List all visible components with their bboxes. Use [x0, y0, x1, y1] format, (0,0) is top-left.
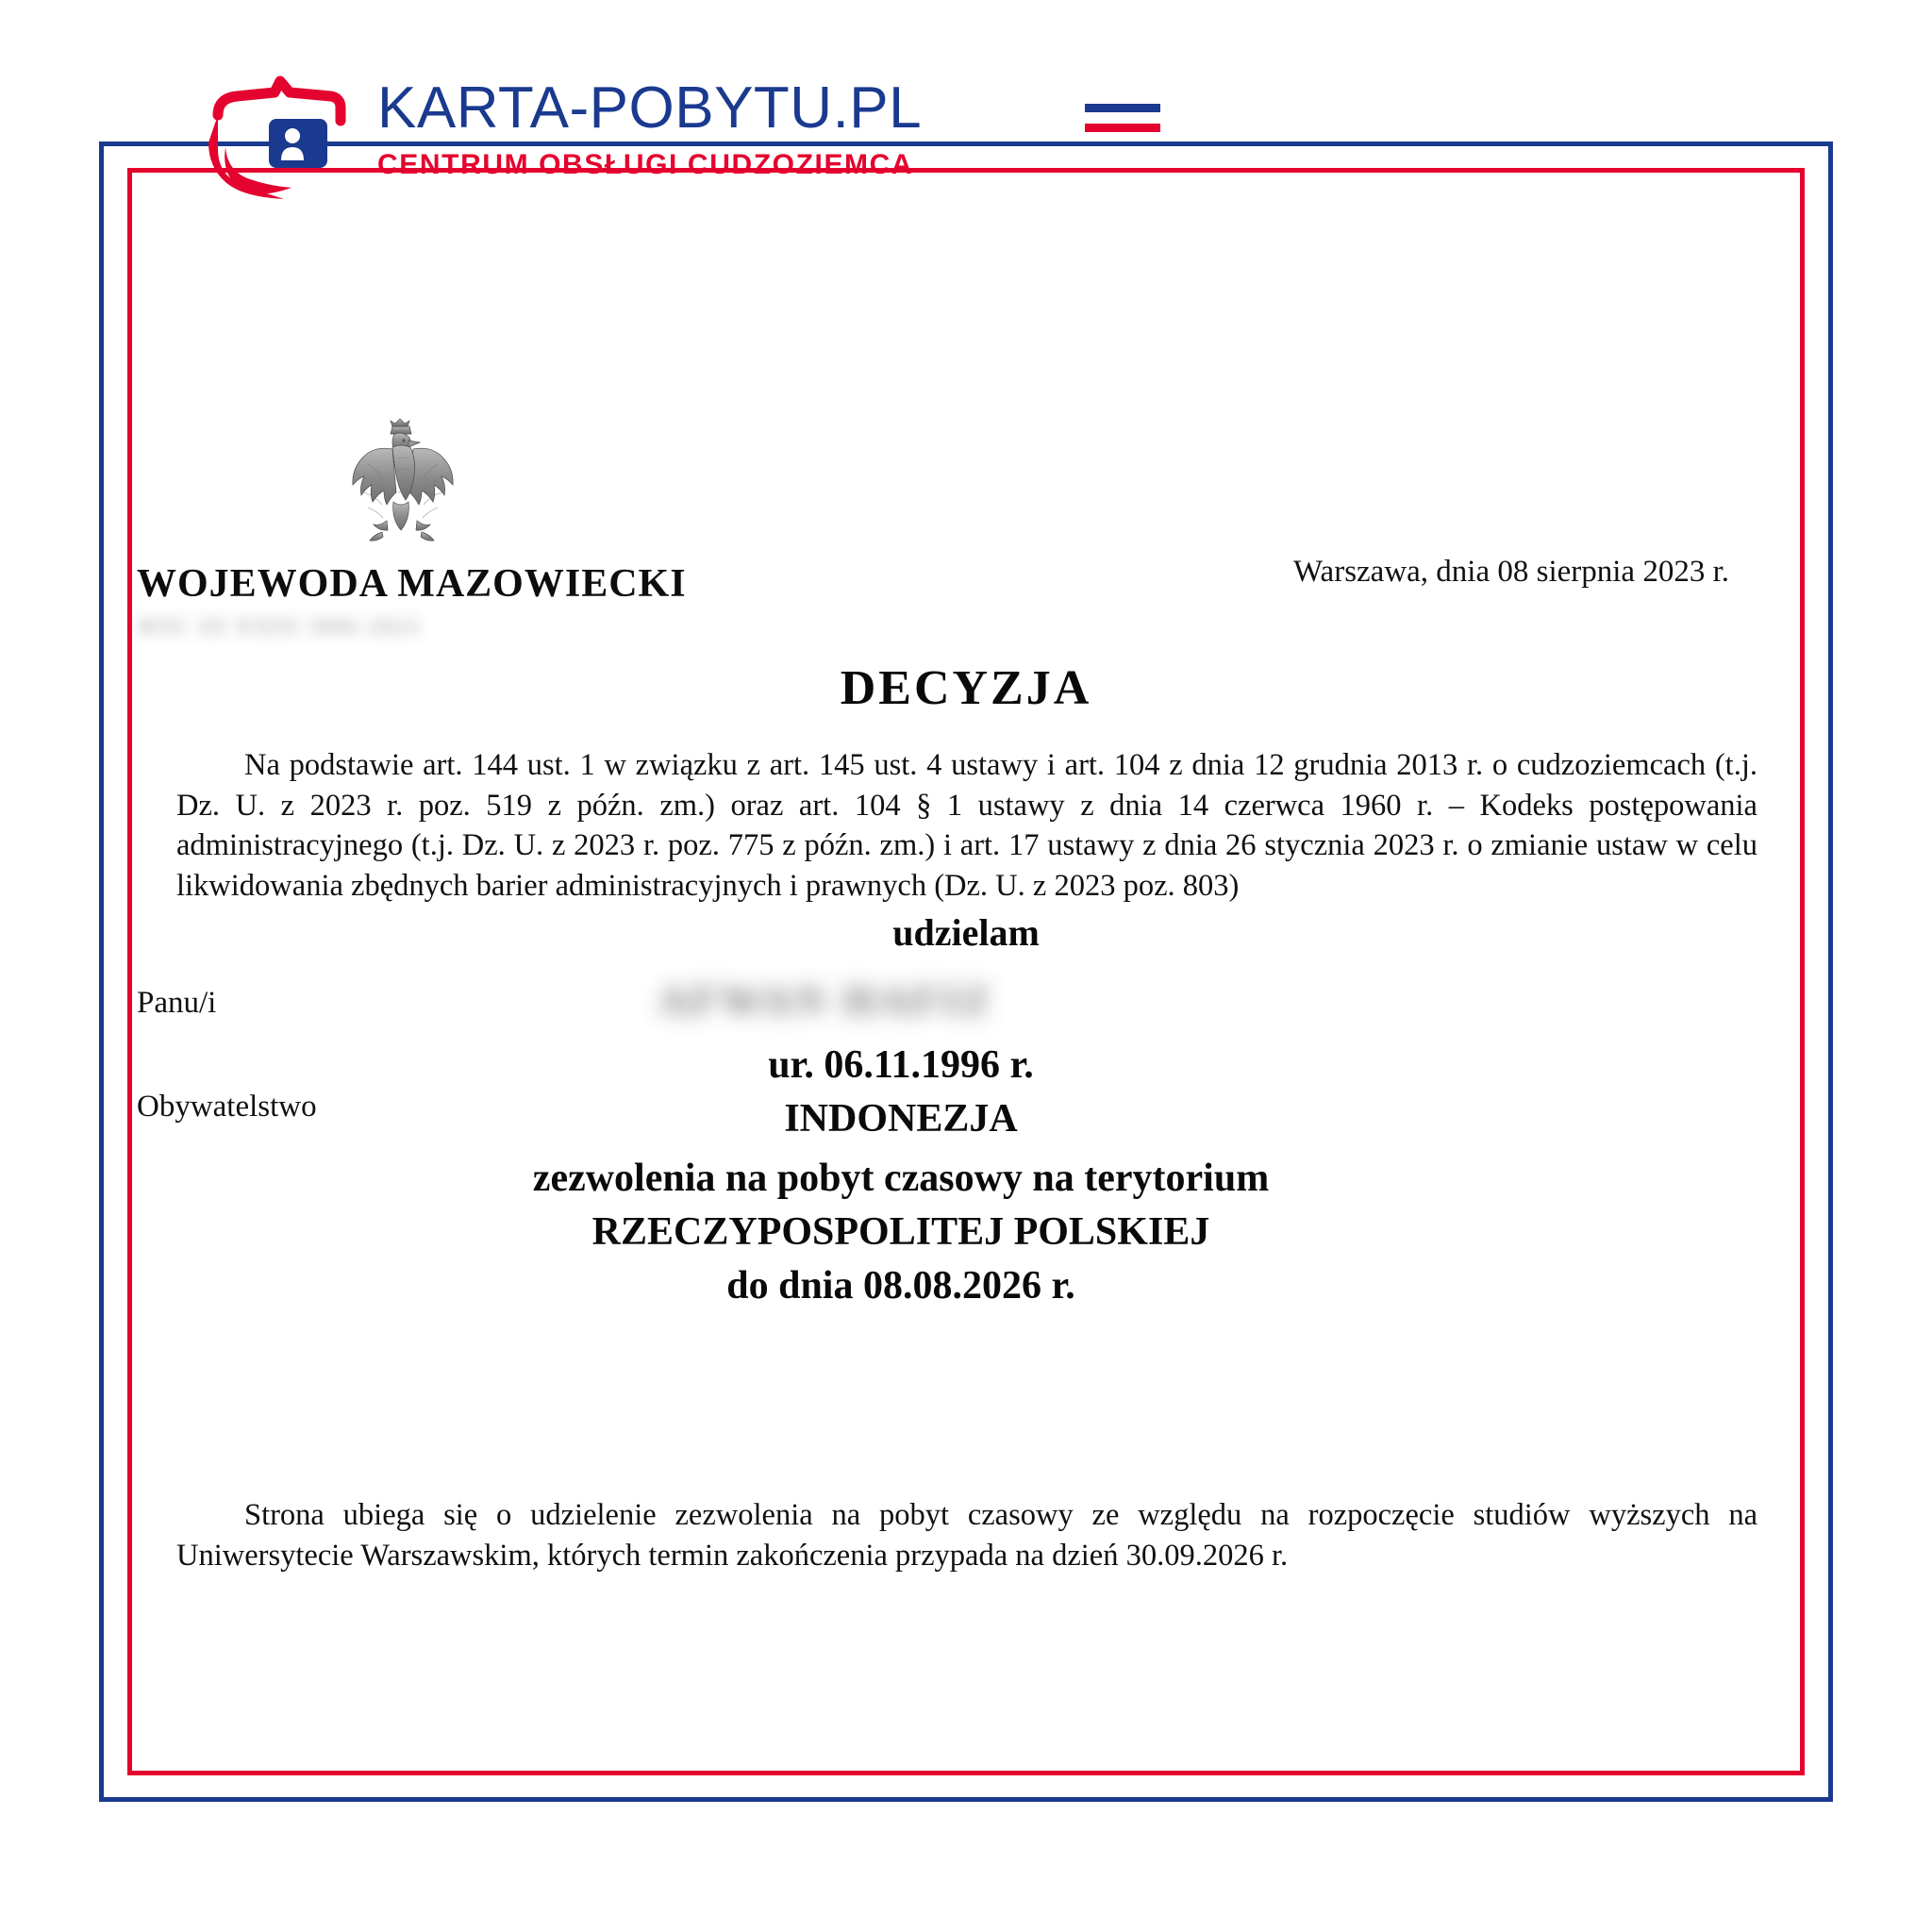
flag-bar-red	[1085, 124, 1160, 132]
issuing-authority-text: WOJEWODA MAZOWIECKI	[137, 562, 687, 606]
polish-eagle-emblem-icon	[340, 415, 462, 552]
logo-subtitle: CENTRUM OBSŁUGI CUDZOZIEMCA	[377, 149, 914, 180]
logo-text-block	[377, 75, 1151, 180]
justification-paragraph: Strona ubiega się o udzielenie zezwolenia na pobyt czasowy ze względu na rozpoczęcie studiów wyższych na Uniwersytecie Warszawskim, których termin zakończenia przypada na dzień 30.09.2026 r.	[176, 1498, 1757, 1573]
decision-document	[137, 179, 1795, 1766]
label-person: Panu/i	[137, 986, 217, 1020]
label-citizenship: Obywatelstwo	[137, 1090, 317, 1124]
flag-bars-decoration	[1085, 104, 1160, 132]
grant-verb: udzielam	[892, 911, 1040, 954]
site-logo[interactable]	[203, 74, 1146, 201]
document-heading: DECYZJA	[840, 661, 1092, 715]
permit-country-line: RZECZYPOSPOLITEJ POLSKIEJ	[591, 1210, 1210, 1254]
citizenship-value: INDONEZJA	[784, 1097, 1018, 1141]
logo-title: KARTA-POBYTU.PL	[377, 75, 923, 141]
permit-valid-until: do dnia 08.08.2026 r.	[726, 1264, 1075, 1307]
birth-date: ur. 06.11.1996 r.	[768, 1043, 1034, 1087]
place-and-date: Warszawa, dnia 08 sierpnia 2023 r.	[1293, 555, 1729, 589]
flag-bar-blue	[1085, 104, 1160, 112]
id-card-in-hand-logo-icon	[203, 74, 363, 201]
recipient-name-redacted: AFWAN HAFIZ	[658, 977, 993, 1024]
permit-type-line: zezwolenia na pobyt czasowy na terytorium	[532, 1157, 1270, 1200]
case-number-redacted: WSC III XXIII 3966 2023	[137, 615, 421, 640]
legal-basis-paragraph: Na podstawie art. 144 ust. 1 w związku z art. 145 ust. 4 ustawy i art. 104 z dnia 12 grudnia 2013 r. o cudzoziemcach (t.j. Dz. U. z 2023 r. poz. 519 z późn. zm.) oraz art. 104 § 1 ustawy z dnia 14 czerwca 1960 r. – Kodeks postępowania administracyjnego (t.j. Dz. U. z 2023 r. poz. 775 z późn. zm.) i art. 17 ustawy z dnia 26 stycznia 2023 r. o zmianie ustaw w celu likwidowania zbędnych barier administracyjnych i prawnych (Dz. U. z 2023 poz. 803)	[176, 748, 1757, 903]
